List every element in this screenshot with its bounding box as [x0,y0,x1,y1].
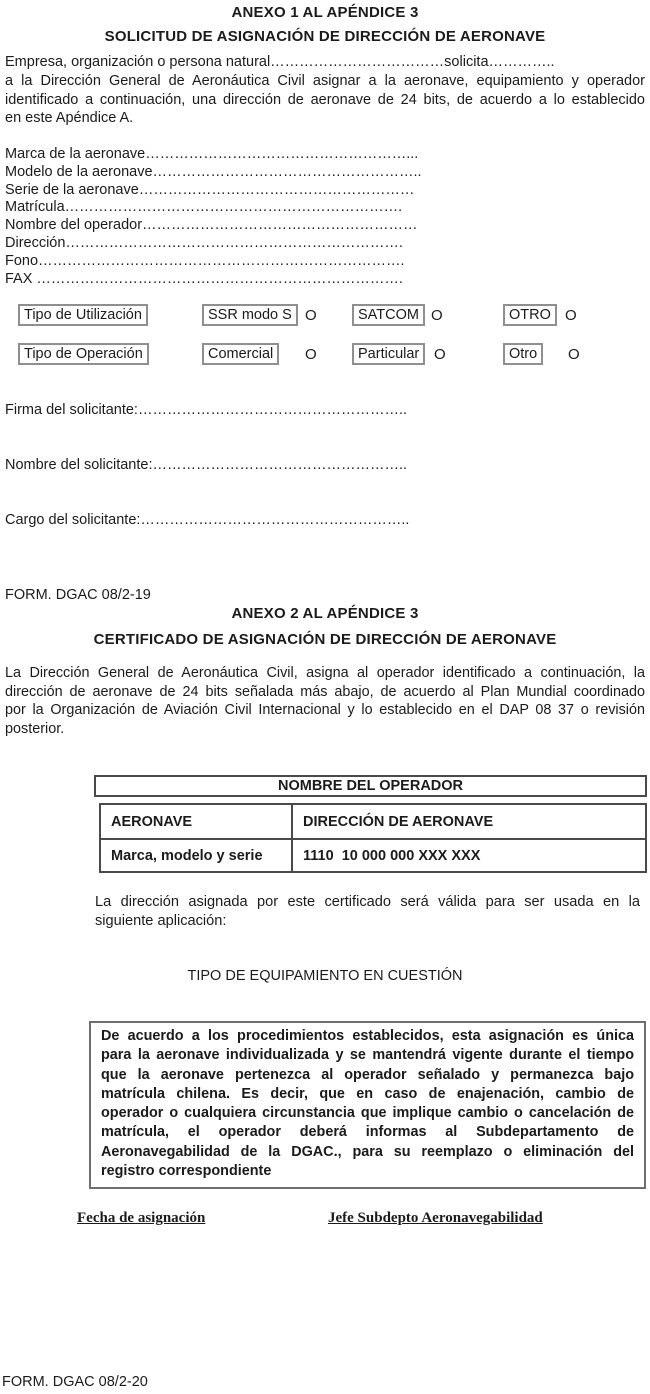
anexo1-intro-paragraph [5,72,645,128]
anexo2-intro-line: La Dirección General de Aeronáutica Civil, asigna al operador identificado a continuación, la [5,665,645,681]
anexo1-subtitle: SOLICITUD DE ASIGNACIÓN DE DIRECCIÓN DE AERONAVE [104,28,546,45]
option-satcom-mark: O [431,307,443,324]
utilization-label-box: Tipo de Utilización [18,304,148,326]
fecha-asignacion-label: Fecha de asignación [77,1210,206,1226]
aircraft-address-table [99,803,647,873]
field-serie-aeronave: Serie de la aeronave………………………………………………… [5,181,415,198]
field-marca-aeronave: Marca de la aeronave………………………………………………... [5,146,419,162]
notice-line: registro correspondiente [101,1163,272,1180]
option-comercial-mark: O [305,346,317,363]
utilization-row [0,304,650,330]
anexo1-intro-line: en este Apéndice A. [5,110,134,126]
anexo2-intro-line: dirección de aeronave de 24 bits señalada más abajo, de acuerdo al Plan Mundial coordinado [5,683,645,700]
anexo1-title: ANEXO 1 AL APÉNDICE 3 [231,4,419,21]
option-particular-mark: O [434,346,446,363]
anexo2-title: ANEXO 2 AL APÉNDICE 3 [231,605,419,622]
field-fono: Fono…………………………………………………………………. [5,252,405,269]
field-direccion: Dirección……………………………………………………………. [5,234,403,251]
validity-line: siguiente aplicación: [95,912,227,929]
table-header-row [100,804,646,839]
field-fax: FAX …………………………………………………………………. [5,270,403,287]
aeronave-header-cell: AERONAVE [100,804,292,839]
signature-firma-line: Firma del solicitante:……………………………………………….. [5,402,408,418]
direccion-header-cell: DIRECCIÓN DE AERONAVE [292,804,646,839]
notice-line: matrícula chilena. Es decir, que en caso de enajenación, cambio de [101,1085,634,1102]
field-matricula: Matrícula……………………………………………………………. [5,199,403,216]
anexo2-intro-line: por la Organización de Aviación Civil Internacional y lo establecido en el DAP 08 37 o revisión [5,702,645,719]
anexo1-intro-line: a la Dirección General de Aeronáutica Civil asignar a la aeronave, equipamiento y operador [5,73,645,89]
field-nombre-operador: Nombre del operador………………………………………………… [5,217,418,234]
field-modelo-aeronave: Modelo de la aeronave……………………………………………….. [5,163,422,180]
validity-paragraph [95,893,640,930]
notice-line: matrícula, el operador deberá informas al Subdepartamento de [101,1124,634,1141]
form-number-2: FORM. DGAC 08/2-20 [2,1374,148,1390]
option-particular-box: Particular [352,343,425,365]
marca-modelo-serie-cell: Marca, modelo y serie [100,839,292,872]
anexo2-intro-line: posterior. [5,720,65,737]
option-satcom-box: SATCOM [352,304,425,326]
signature-nombre-line: Nombre del solicitante:…………………………………………….. [5,457,408,473]
notice-line: para la aeronave individualizada y se mantendrá vigente durante el tiempo [101,1047,634,1064]
operator-name-header-box: NOMBRE DEL OPERADOR [94,775,647,797]
notice-line: que la aeronave pertenezca al operador señalado y permanezca bajo [101,1066,634,1083]
table-value-row [100,839,646,872]
anexo1-intro-line: identificado a continuación, una dirección de aeronave de 24 bits, de acuerdo a lo establecido [5,91,645,108]
applicant-dotted-line: Empresa, organización o persona natural………………………………solicita………….. [5,54,555,70]
option-otro-mark: O [565,307,577,324]
notice-line: Aeronavegabilidad de la DGAC., para su reemplazo o eliminación del [101,1143,634,1160]
equipment-heading: TIPO DE EQUIPAMIENTO EN CUESTIÓN [187,968,463,984]
option-comercial-box: Comercial [202,343,279,365]
operation-label-box: Tipo de Operación [18,343,149,365]
assignment-notice-box [89,1021,646,1189]
notice-line: operador o cualquiera circunstancia que implique cambio o cancelación de [101,1105,634,1122]
option-otro2-mark: O [568,346,580,363]
aircraft-data-fields [5,146,605,288]
validity-line: La dirección asignada por este certificado será válida para ser usada en la [95,894,640,910]
anexo2-intro-paragraph [5,664,645,738]
signature-cargo-line: Cargo del solicitante:……………………………………………….. [5,512,410,528]
option-otro2-box: Otro [503,343,543,365]
notice-line: De acuerdo a los procedimientos establecidos, esta asignación es única [101,1028,634,1044]
option-ssr-modo-s-box: SSR modo S [202,304,298,326]
option-ssr-modo-s-mark: O [305,307,317,324]
anexo2-subtitle: CERTIFICADO DE ASIGNACIÓN DE DIRECCIÓN DE AERONAVE [93,631,557,648]
operation-row [0,343,650,369]
form-number-1: FORM. DGAC 08/2-19 [5,587,151,603]
option-otro-box: OTRO [503,304,557,326]
direccion-value-cell: 1110 10 000 000 XXX XXX [292,839,646,872]
jefe-subdepto-label: Jefe Subdepto Aeronavegabilidad [328,1210,543,1226]
